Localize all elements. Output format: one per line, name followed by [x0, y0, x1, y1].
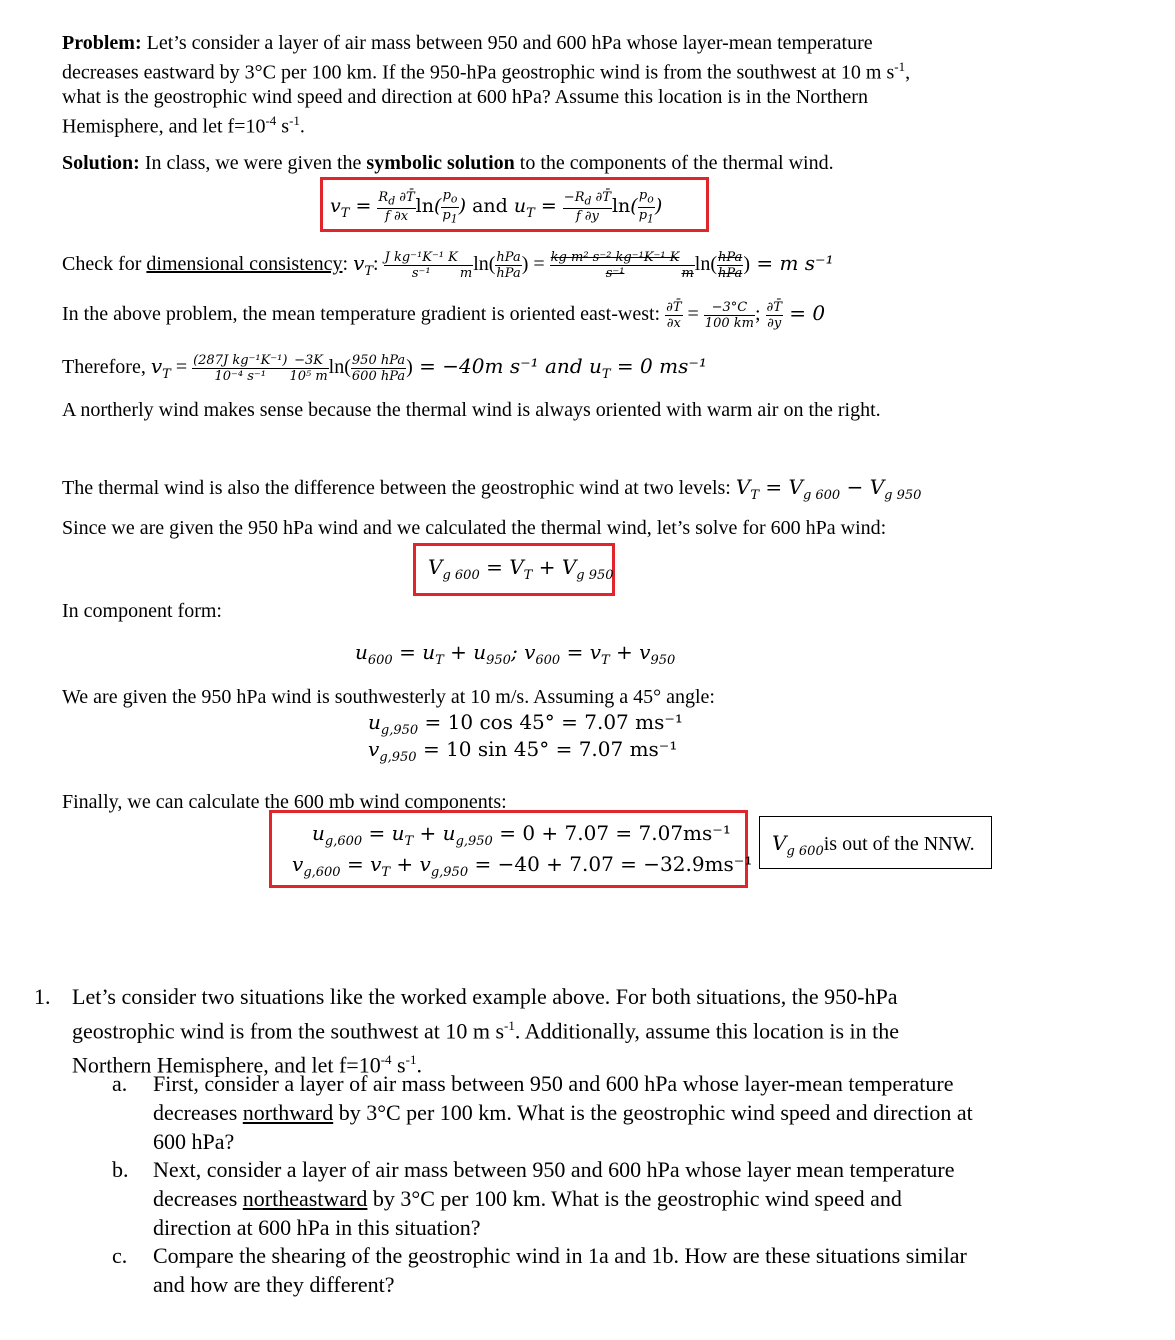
vg600-plus: +	[532, 555, 562, 579]
thermal-wind-eq: $v_T$ = $\frac{R_d \partial T̄}{f \partial x}$ ln( $\frac{p_o}{p_1}$ ) and $u_T$ = $\frac{-R_d \partial T̄}{f \partial y}$ ln( $\frac{p_o}{p_1}$ )	[330, 188, 663, 226]
problem-line-3: what is the geostrophic wind speed and direction at 600 hPa? Assume this location is in the Northern	[62, 85, 868, 108]
problem-exp-s1: -1	[894, 59, 906, 74]
dimcheck-cancel-frac: $\frac{\text{kg m² s⁻² kg⁻¹K⁻¹ K}}{\text{s⁻¹}}$	[550, 250, 680, 281]
therefore-line: Therefore, $v_T$ = $\frac{\text{(287J kg⁻¹K⁻¹)}}{\text{10⁻⁴ s⁻¹}}$ $\frac{-3K}{\text{10⁵ m}}$ ln( $\frac{\text{950 hPa}}{\text{600 hPa}}$ ) = −40m s⁻¹ and $u_T = 0$ ms⁻¹	[62, 353, 707, 384]
therefore-text: Therefore,	[62, 356, 151, 379]
dimcheck-cancel-m: m	[680, 250, 694, 281]
therefore-frac-1: $\frac{\text{(287J kg⁻¹K⁻¹)}}{\text{10⁻⁴ s⁻¹}}$	[193, 353, 288, 384]
gradient-line: In the above problem, the mean temperature gradient is oriented east-west: $\frac{\partial T̄}{\partial x}$ = $\frac{-3^\circ C}{100 km}$ ; $\frac{\partial T̄}{\partial y}$ = 0	[62, 300, 826, 331]
vt-symbol: v	[330, 195, 341, 218]
dimension-check: Check for dimensional consistency: $v_T$: $\frac{\text{J kg⁻¹K⁻¹ K}}{\text{s⁻¹}}$ m ln( $\frac{\text{hPa}}{\text{hPa}}$ ) = $\frac{\text{kg m² s⁻² kg⁻¹K⁻¹ K}}{\text{s⁻¹}}$ m ln( $\frac{\text{hPa}}{\text{hPa}}$ ) = m s⁻¹	[62, 250, 834, 281]
eq-equals-2: =	[534, 195, 563, 218]
component-label: In component form:	[62, 600, 222, 622]
vec-vg600: $V_{g 600}$	[788, 475, 841, 503]
vg600-eq-sign: =	[479, 555, 510, 579]
final-u-eq: $u_{g,600} = u_T + u_{g,950} = 0 + 7.07 = 7.07ms^{-1}$	[312, 821, 731, 849]
question-c: Compare the shearing of the geostrophic wind in 1a and 1b. How are these situations similar and how are they different?	[153, 1243, 967, 1297]
eq-and: and	[466, 195, 514, 218]
question-c-label: c.	[112, 1243, 128, 1268]
given-text: We are given the 950 hPa wind is southwesterly at 10 m/s. Assuming a 45° angle:	[62, 686, 715, 708]
nnw-text: $V_{g 600}is$ out of the NNW.	[772, 831, 975, 859]
dtdx-frac: $\frac{\partial T̄}{\partial x}$	[666, 300, 682, 331]
therefore-ut-sub: T	[601, 367, 611, 383]
question-b-label: b.	[112, 1157, 129, 1182]
dimcheck-vt: v	[353, 251, 365, 276]
problem-line-4: Hemisphere, and let f=10	[62, 115, 266, 138]
gradient-zero: = 0	[782, 301, 826, 326]
solution-bold: symbolic solution	[366, 152, 515, 174]
ln-2: ln	[611, 195, 631, 218]
dimcheck-units-frac: $\frac{\text{J kg⁻¹K⁻¹ K}}{\text{s⁻¹}}$	[384, 250, 458, 281]
problem-line-2: decreases eastward by 3°C per 100 km. If the 950-hPa geostrophic wind is from the southwest at 10 m s	[62, 61, 895, 84]
question-a-label: a.	[112, 1071, 128, 1096]
vec-vt: $V_T$	[735, 475, 759, 503]
therefore-vt-sub: T	[162, 367, 171, 383]
question-b: Next, consider a layer of air mass between 950 and 600 hPa whose layer mean temperature decreases northeastward by 3°C per 100 km. What is the geostrophic wind speed and direction at 600 hPa in this situation?	[153, 1157, 955, 1240]
eq-equals-1: =	[349, 195, 378, 218]
vg600-sub: g 600	[442, 568, 480, 583]
question-number: 1.	[34, 984, 51, 1009]
therefore-ut-result: = 0 ms⁻¹	[610, 354, 707, 379]
solution-text-2: to the components of the thermal wind.	[514, 152, 834, 174]
rd-over-f-dx: $\frac{R_d \partial T̄}{f \partial x}$	[378, 189, 415, 225]
solution-text-1: In class, we were given the	[139, 152, 367, 174]
dimcheck-hpa-frac-2: $\frac{\text{hPa}}{\text{hPa}}$	[718, 250, 743, 281]
thermal-diff-eq: =	[759, 475, 789, 499]
given-v-eq: $v_{g,950} = 10$ sin 45° = 7.07 ms⁻¹	[368, 737, 678, 765]
vt-sub: T	[340, 205, 350, 221]
therefore-ut: u	[588, 354, 602, 379]
vg600-lhs: V	[428, 555, 443, 579]
vg600-vg-sub: g 950	[576, 568, 614, 583]
ln-1: ln	[415, 195, 434, 218]
thermal-diff-line	[62, 475, 1142, 508]
vg600-eq	[428, 555, 614, 588]
ut-sub: T	[526, 205, 535, 221]
solution-line	[62, 151, 1122, 175]
p0-over-p1-b: $\frac{p_o}{p_1}$	[638, 188, 654, 226]
solution-label: Solution:	[62, 152, 140, 174]
p0-over-p1-a: $\frac{p_o}{p_1}$	[442, 188, 458, 226]
since-text: Since we are given the 950 hPa wind and we calculated the thermal wind, let’s solve for 600 hPa wind:	[62, 517, 887, 539]
problem-line-1: Let’s consider a layer of air mass between 950 and 600 hPa whose layer-mean temperature	[146, 32, 873, 54]
dimcheck-hpa-frac: $\frac{\text{hPa}}{\text{hPa}}$	[496, 250, 521, 281]
thermal-diff-minus: −	[840, 475, 870, 499]
therefore-p-frac: $\frac{\text{950 hPa}}{\text{600 hPa}}$	[351, 353, 406, 384]
component-eq: $u_{600} = u_T + u_{950}$; $v_{600} = v_T + v_{950}$	[355, 640, 676, 668]
problem-comma: ,	[905, 61, 911, 84]
problem-period: .	[299, 115, 305, 138]
therefore-result: = −40m s⁻¹ and	[412, 354, 589, 379]
therefore-vt: v	[150, 354, 163, 379]
dimcheck-vt-sub: T	[364, 264, 374, 280]
dimcheck-ln: ln	[473, 253, 489, 276]
gradient-text: In the above problem, the mean temperature gradient is oriented east-west:	[62, 303, 666, 326]
vg600-vg: V	[561, 555, 577, 579]
problem-unit-f: s	[276, 115, 290, 138]
dimcheck-m-frac: m	[459, 250, 473, 281]
neg-rd-over-f-dy: $\frac{-R_d \partial T̄}{f \partial y}$	[563, 189, 611, 225]
vg600-vt: V	[509, 555, 524, 579]
problem-exp-f: -4	[265, 112, 277, 128]
dimcheck-colon: :	[342, 253, 354, 276]
northerly-text: A northerly wind makes sense because the thermal wind is always oriented with warm air on the right.	[62, 399, 881, 421]
therefore-frac-2: $\frac{-3K}{\text{10⁵ m}}$	[289, 353, 328, 384]
dimcheck-underlined: dimensional consistency	[146, 253, 343, 276]
gradient-value-frac: $\frac{-3^\circ C}{100 km}$	[704, 300, 754, 331]
given-u-eq: $u_{g,950} = 10$ cos 45° = 7.07 ms⁻¹	[368, 710, 683, 738]
finally-text: Finally, we can calculate the 600 mb wind components:	[62, 791, 507, 813]
vg600-vt-sub: T	[523, 568, 533, 583]
gradient-sep: ;	[754, 303, 766, 326]
ut-symbol: u	[513, 195, 527, 218]
problem-paragraph	[62, 31, 1122, 138]
question-a: First, consider a layer of air mass between 950 and 600 hPa whose layer-mean temperature decreases northward by 3°C per 100 km. What is the geostrophic wind speed and direction at 600 hPa?	[153, 1071, 973, 1154]
vec-vg950: $V_{g 950}$	[869, 475, 922, 503]
dimcheck-result: = m s⁻¹	[749, 251, 834, 276]
final-v-eq: $v_{g,600} = v_T + v_{g,950} = -40 + 7.07 = -32.9ms^{-1}$	[292, 852, 753, 880]
dimcheck-ln-2: ln	[694, 253, 711, 276]
problem-exp-s1b: -1	[289, 112, 300, 128]
dtdy-frac: $\frac{\partial T̄}{\partial y}$	[766, 300, 782, 331]
dimcheck-label: Check for	[62, 253, 147, 276]
therefore-ln: ln	[328, 356, 345, 379]
problem-label: Problem:	[62, 32, 142, 54]
question-intro: Let’s consider two situations like the worked example above. For both situations, the 950-hPa geostrophic wind is from the southwest at 10 m $s^{-1}$. Additionally, assume this location is in the Northern Hemisphere, and let $f=10^{-4}$ $s^{-1}$.	[72, 984, 900, 1078]
thermal-diff-text: The thermal wind is also the difference between the geostrophic wind at two levels:	[62, 477, 736, 499]
